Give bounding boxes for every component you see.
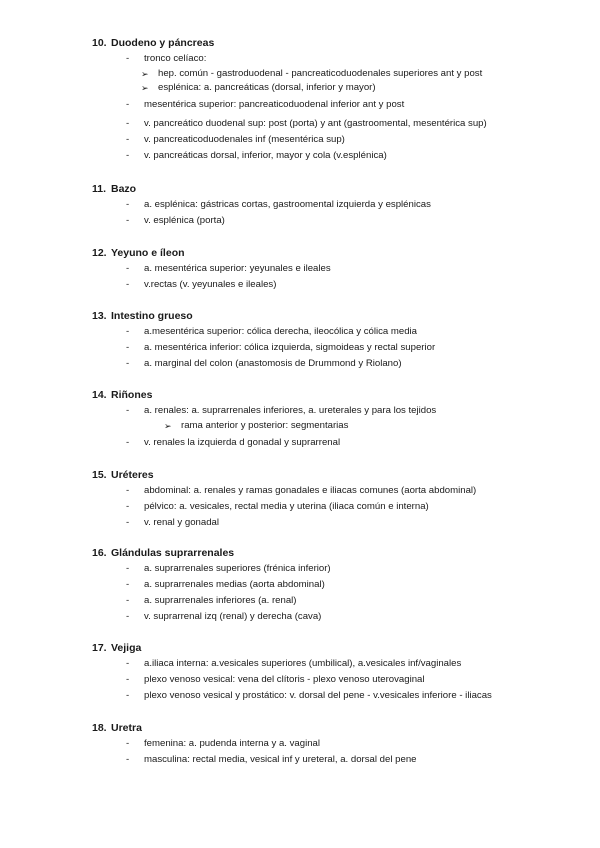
list-item-text: a. mesentérica inferior: cólica izquierda, sigmoideas y rectal superior bbox=[144, 342, 436, 353]
list-item-text: a. suprarrenales superiores (frénica inferior) bbox=[144, 563, 331, 574]
list-item-text: v. pancreático duodenal sup: post (porta) y ant (gastroomental, mesentérica sup) bbox=[144, 118, 487, 129]
section-title: Uretra bbox=[111, 722, 142, 734]
section-bazo bbox=[92, 181, 562, 229]
list-item: - a.mesentérica superior: cólica derecha, ileocólica y cólica media bbox=[92, 324, 562, 340]
list-item-text: plexo venoso vesical y prostático: v. dorsal del pene - v.vesicales inferiore - iliacas bbox=[144, 690, 492, 701]
sub-list-item-text: hep. común - gastroduodenal - pancreaticoduodenales superiores ant y post bbox=[158, 68, 483, 79]
section-heading bbox=[92, 387, 562, 403]
list-item-text: masculina: rectal media, vesical inf y ureteral, a. dorsal del pene bbox=[144, 754, 417, 765]
section-number: 18. bbox=[92, 722, 107, 734]
section-number: 13. bbox=[92, 310, 107, 322]
sub-list-item bbox=[92, 81, 562, 95]
sub-list-item-text: rama anterior y posterior: segmentarias bbox=[181, 420, 349, 431]
section-intestino-grueso bbox=[92, 308, 562, 372]
list-item: - a. mesentérica superior: yeyunales e ileales bbox=[92, 261, 562, 277]
list-item-text: tronco celíaco: bbox=[144, 53, 207, 64]
list-item-text: femenina: a. pudenda interna y a. vaginal bbox=[144, 738, 321, 749]
list-item-text: v. esplénica (porta) bbox=[144, 215, 225, 226]
list-item-text: v.rectas (v. yeyunales e ileales) bbox=[144, 279, 277, 290]
list-item: - v. renales la izquierda d gonadal y suprarrenal bbox=[92, 435, 562, 451]
list-item: - femenina: a. pudenda interna y a. vaginal bbox=[92, 736, 562, 752]
section-heading bbox=[92, 545, 562, 561]
list-item: - v.rectas (v. yeyunales e ileales) bbox=[92, 277, 562, 293]
section-number: 16. bbox=[92, 547, 107, 559]
list-item: - plexo venoso vesical y prostático: v. dorsal del pene - v.vesicales inferiore - iliacas bbox=[92, 688, 562, 704]
list-item-text: a. marginal del colon (anastomosis de Drummond y Riolano) bbox=[144, 358, 402, 369]
section-title: Glándulas suprarrenales bbox=[111, 547, 235, 559]
list-item: - masculina: rectal media, vesical inf y ureteral, a. dorsal del pene bbox=[92, 752, 562, 768]
section-heading bbox=[92, 181, 562, 197]
list-item: - a. esplénica: gástricas cortas, gastroomental izquierda y esplénicas bbox=[92, 197, 562, 213]
arrow-bullet-icon: ➢ bbox=[141, 69, 149, 79]
section-title: Vejiga bbox=[111, 642, 142, 654]
section-heading bbox=[92, 467, 562, 483]
list-item: - a. suprarrenales superiores (frénica inferior) bbox=[92, 561, 562, 577]
arrow-bullet-icon: ➢ bbox=[141, 83, 149, 93]
section-number: 10. bbox=[92, 37, 107, 49]
list-item-text: a. renales: a. suprarrenales inferiores, a. ureterales y para los tejidos bbox=[144, 405, 437, 416]
section-vejiga bbox=[92, 640, 562, 704]
list-item-text: v. renal y gonadal bbox=[144, 517, 220, 528]
list-item: - v. pancreáticas dorsal, inferior, mayor y cola (v.esplénica) bbox=[92, 148, 562, 164]
list-item-text: a.iliaca interna: a.vesicales superiores (umbilical), a.vesicales inf/vaginales bbox=[144, 658, 462, 669]
list-item-text: v. renales la izquierda d gonadal y suprarrenal bbox=[144, 437, 341, 448]
section-heading bbox=[92, 35, 562, 51]
list-item: - v. pancreático duodenal sup: post (porta) y ant (gastroomental, mesentérica sup) bbox=[92, 116, 562, 132]
list-item: - abdominal: a. renales y ramas gonadales e iliacas comunes (aorta abdominal) bbox=[92, 483, 562, 499]
list-item: - a. renales: a. suprarrenales inferiores, a. ureterales y para los tejidos bbox=[92, 403, 562, 419]
list-item-text: plexo venoso vesical: vena del clítoris - plexo venoso uterovaginal bbox=[144, 674, 425, 685]
sub-list-item bbox=[92, 67, 562, 81]
list-item-text: a. suprarrenales inferiores (a. renal) bbox=[144, 595, 297, 606]
list-item-text: v. suprarrenal izq (renal) y derecha (cava) bbox=[144, 611, 322, 622]
list-item: - v. suprarrenal izq (renal) y derecha (cava) bbox=[92, 609, 562, 625]
section-number: 15. bbox=[92, 469, 107, 481]
section-rinones bbox=[92, 387, 562, 451]
list-item: - v. pancreaticoduodenales inf (mesentérica sup) bbox=[92, 132, 562, 148]
list-item: - tronco celíaco: bbox=[92, 51, 562, 67]
list-item: - a. suprarrenales inferiores (a. renal) bbox=[92, 593, 562, 609]
section-title: Duodeno y páncreas bbox=[111, 37, 215, 49]
list-item-text: abdominal: a. renales y ramas gonadales e iliacas comunes (aorta abdominal) bbox=[144, 485, 477, 496]
section-heading bbox=[92, 245, 562, 261]
list-item: - v. esplénica (porta) bbox=[92, 213, 562, 229]
section-ureteres bbox=[92, 467, 562, 531]
section-heading bbox=[92, 720, 562, 736]
list-item-text: a. esplénica: gástricas cortas, gastroomental izquierda y esplénicas bbox=[144, 199, 431, 210]
list-item: - mesentérica superior: pancreaticoduodenal inferior ant y post bbox=[92, 97, 562, 113]
list-item-text: pélvico: a. vesicales, rectal media y uterina (iliaca común e interna) bbox=[144, 501, 429, 512]
section-heading bbox=[92, 308, 562, 324]
section-title: Bazo bbox=[111, 183, 137, 195]
list-item: - a. suprarrenales medias (aorta abdominal) bbox=[92, 577, 562, 593]
list-item: - a.iliaca interna: a.vesicales superiores (umbilical), a.vesicales inf/vaginales bbox=[92, 656, 562, 672]
sub-list-item bbox=[92, 419, 562, 433]
list-item-text: v. pancreaticoduodenales inf (mesentérica sup) bbox=[144, 134, 345, 145]
sub-list-item-text: esplénica: a. pancreáticas (dorsal, inferior y mayor) bbox=[158, 82, 376, 93]
list-item-text: v. pancreáticas dorsal, inferior, mayor y cola (v.esplénica) bbox=[144, 150, 387, 161]
arrow-bullet-icon: ➢ bbox=[164, 421, 172, 431]
list-item-text: mesentérica superior: pancreaticoduodenal inferior ant y post bbox=[144, 99, 405, 110]
list-item: - v. renal y gonadal bbox=[92, 515, 562, 531]
section-title: Yeyuno e íleon bbox=[111, 247, 185, 259]
section-title: Intestino grueso bbox=[111, 310, 193, 322]
section-number: 14. bbox=[92, 389, 107, 401]
section-uretra bbox=[92, 720, 562, 768]
list-item: - a. mesentérica inferior: cólica izquierda, sigmoideas y rectal superior bbox=[92, 340, 562, 356]
section-yeyuno-ileon bbox=[92, 245, 562, 293]
list-item-text: a. mesentérica superior: yeyunales e ileales bbox=[144, 263, 331, 274]
section-title: Uréteres bbox=[111, 469, 154, 481]
list-item-text: a. suprarrenales medias (aorta abdominal) bbox=[144, 579, 325, 590]
list-item: - plexo venoso vesical: vena del clítoris - plexo venoso uterovaginal bbox=[92, 672, 562, 688]
section-number: 17. bbox=[92, 642, 107, 654]
section-number: 12. bbox=[92, 247, 107, 259]
list-item-text: a.mesentérica superior: cólica derecha, ileocólica y cólica media bbox=[144, 326, 418, 337]
section-heading bbox=[92, 640, 562, 656]
list-item: - a. marginal del colon (anastomosis de Drummond y Riolano) bbox=[92, 356, 562, 372]
section-title: Riñones bbox=[111, 389, 153, 401]
list-item: - pélvico: a. vesicales, rectal media y uterina (iliaca común e interna) bbox=[92, 499, 562, 515]
section-duodeno-pancreas bbox=[92, 35, 562, 164]
section-glandulas-suprarrenales bbox=[92, 545, 562, 625]
section-number: 11. bbox=[92, 183, 107, 195]
